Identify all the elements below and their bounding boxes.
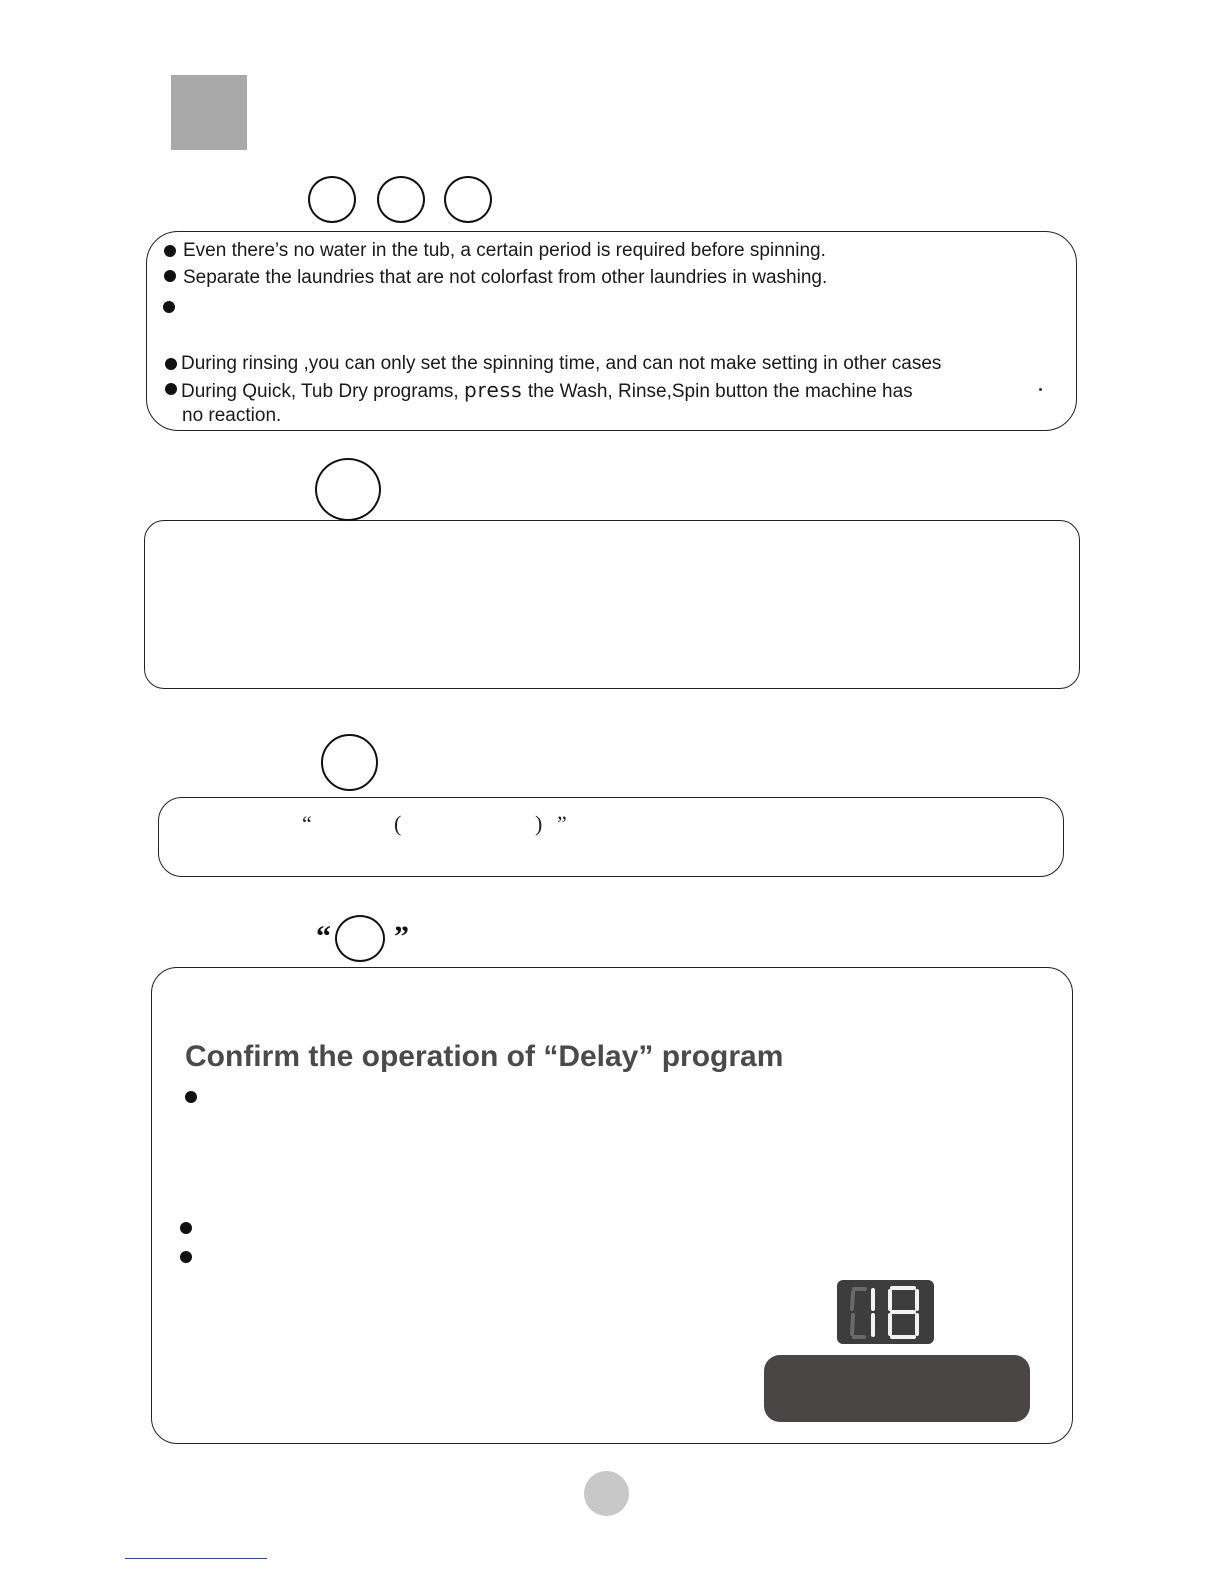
led-display (837, 1280, 934, 1344)
notes-bullet-2 (164, 270, 176, 282)
control-panel-strip (764, 1355, 1030, 1422)
delay-bullet-2 (180, 1222, 192, 1234)
led-digit-eight (890, 1288, 917, 1337)
section3-box (158, 797, 1064, 877)
section3-open-paren: ( (394, 811, 402, 836)
section1-circle-3 (444, 176, 492, 223)
footer-rule (125, 1558, 267, 1559)
led-ghost-digit (852, 1289, 865, 1337)
notes-bullet-3 (163, 301, 175, 313)
section2-box (144, 520, 1080, 689)
note-colorfast: Separate the laundries that are not colorfast from other laundries in washing. (183, 267, 828, 288)
note-quick-continuation: no reaction. (182, 405, 282, 426)
delay-close-quote: ” (394, 920, 409, 953)
note-spin-delay: Even there’s no water in the tub, a certain period is required before spinning. (183, 240, 826, 261)
section3-close-paren: ) (535, 811, 543, 836)
section1-circle-1 (308, 176, 356, 223)
stray-mark (1039, 388, 1042, 391)
delay-bullet-3 (180, 1251, 192, 1263)
section3-circle (321, 734, 378, 791)
led-digits (837, 1280, 934, 1344)
note-quick-press: press (463, 378, 523, 402)
delay-circle (335, 915, 385, 962)
note-quick-after: the Wash, Rinse,Spin button the machine has (522, 381, 913, 402)
note-quick-before: During Quick, Tub Dry programs, (181, 381, 464, 402)
delay-open-quote: “ (316, 920, 331, 953)
page-number-dot (584, 1471, 629, 1516)
section3-close-quote: ” (557, 811, 567, 836)
section3-open-quote: “ (302, 811, 312, 836)
delay-heading: Confirm the operation of “Delay” program (185, 1040, 784, 1073)
notes-bullet-1 (164, 245, 176, 257)
section2-circle (315, 458, 381, 521)
note-quick-tub-dry (181, 378, 913, 404)
notes-bullet-5 (165, 383, 177, 395)
note-rinsing: During rinsing ,you can only set the spinning time, and can not make setting in other cases (181, 353, 942, 374)
delay-bullet-1 (185, 1091, 197, 1103)
section1-circle-2 (377, 176, 425, 223)
notes-bullet-4 (165, 358, 177, 370)
header-gray-square (171, 75, 247, 150)
